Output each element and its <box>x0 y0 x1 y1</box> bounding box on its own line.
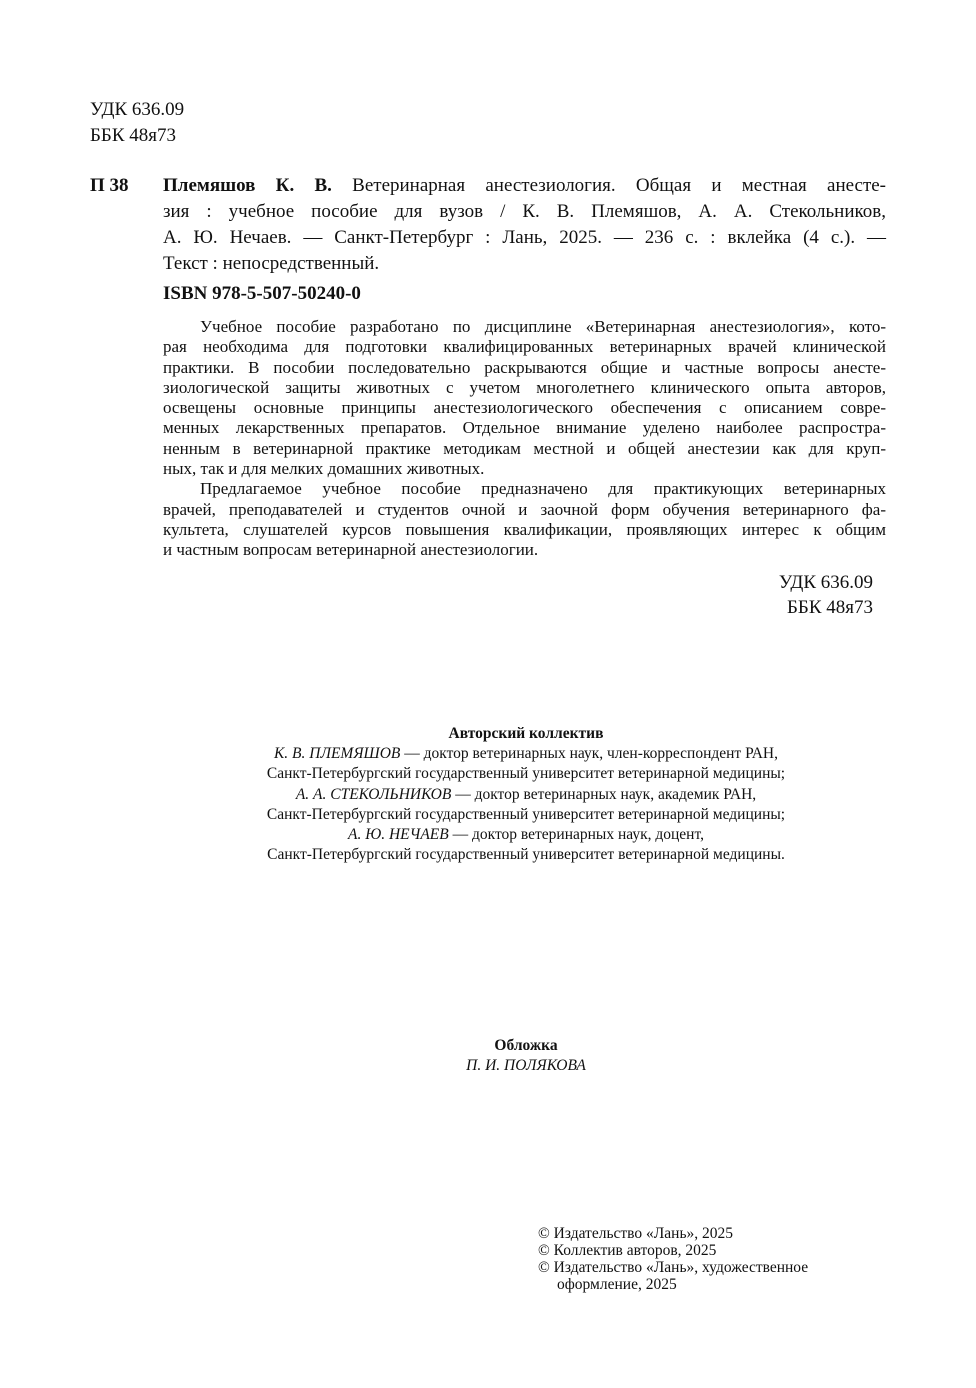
author-line <box>176 785 876 805</box>
annotation-line: врачей, преподавателей и студентов очной и заочной форм обучения ветеринарного фа- <box>163 499 886 519</box>
author-title: — доктор ветеринарных наук, академик РАН, <box>451 785 757 803</box>
entry-line: зия : учебное пособие для вузов / К. В. Племяшов, А. А. Стекольников, <box>163 201 886 222</box>
annotation-line: освещены основные принципы анестезиологического обеспечения с описанием совре- <box>163 398 886 418</box>
author-sign: П 38 <box>90 175 129 196</box>
annotation <box>163 317 886 561</box>
author-title: — доктор ветеринарных наук, член-корреспондент РАН, <box>400 745 778 763</box>
cover-credit <box>376 1036 676 1076</box>
annotation-line: Учебное пособие разработано по дисциплине «Ветеринарная анестезиология», кото- <box>200 317 886 336</box>
bbk-code: ББК 48я73 <box>787 597 873 618</box>
author-line <box>176 744 876 764</box>
udk-code: УДК 636.09 <box>90 99 185 120</box>
author-affiliation: Санкт-Петербургский государственный университет ветеринарной медицины; <box>266 765 786 783</box>
entry-line: Текст : непосредственный. <box>163 253 380 274</box>
bibliographic-description <box>163 173 886 277</box>
author-team-heading: Авторский коллектив <box>448 725 604 742</box>
annotation-line: ных, так и для мелких домашних животных. <box>163 459 485 479</box>
annotation-line: рая необходима для подготовки квалифицированных ветеринарных врачей клинической <box>163 337 886 357</box>
author-name: К. В. ПЛЕМЯШОВ <box>274 745 401 763</box>
entry-line: А. Ю. Нечаев. — Санкт-Петербург : Лань, 2025. — 236 с. : вклейка (4 с.). — <box>163 227 886 248</box>
author-team <box>176 724 876 865</box>
copyright-line: © Издательство «Лань», художественное <box>538 1259 809 1276</box>
classification-codes-top <box>90 97 184 149</box>
author-name: А. Ю. НЕЧАЕВ <box>348 826 449 844</box>
annotation-line: и частным вопросам ветеринарной анестезиологии. <box>163 540 539 560</box>
copyright-line: оформление, 2025 <box>557 1276 677 1293</box>
author-affiliation: Санкт-Петербургский государственный университет ветеринарной медицины. <box>267 846 785 864</box>
author-title: — доктор ветеринарных наук, доцент, <box>448 826 704 844</box>
copyright-block <box>538 1225 808 1293</box>
copyright-line: © Коллектив авторов, 2025 <box>538 1242 717 1259</box>
annotation-line: практики. В пособии последовательно раскрываются общие и частные вопросы анесте- <box>163 357 886 377</box>
cover-designer: П. И. ПОЛЯКОВА <box>466 1057 586 1074</box>
entry-title: Ветеринарная анестезиология. Общая и местная анесте- <box>352 175 887 196</box>
author-line <box>176 825 876 845</box>
copyright-line: © Издательство «Лань», 2025 <box>538 1225 734 1242</box>
entry-author: Племяшов К. В. <box>163 175 332 196</box>
isbn: ISBN 978-5-507-50240-0 <box>163 283 361 304</box>
annotation-line: ненным в ветеринарной практике методикам местной и общей анестезии как для круп- <box>163 438 886 458</box>
author-name: А. А. СТЕКОЛЬНИКОВ <box>295 785 452 803</box>
classification-codes-bottom <box>700 570 873 620</box>
author-affiliation: Санкт-Петербургский государственный университет ветеринарной медицины; <box>266 805 786 823</box>
cover-heading: Обложка <box>494 1037 558 1054</box>
udk-code: УДК 636.09 <box>778 572 873 593</box>
bbk-code: ББК 48я73 <box>90 125 176 146</box>
annotation-line: Предлагаемое учебное пособие предназначено для практикующих ветеринарных <box>200 479 886 499</box>
annotation-line: менных лекарственных препаратов. Отдельное внимание уделено наиболее распростра- <box>163 418 886 438</box>
annotation-line: культета, слушателей курсов повышения квалификации, проявляющих интерес к общим <box>163 519 886 539</box>
annotation-line: зиологической защиты животных с учетом многолетнего клинического опыта авторов, <box>163 377 886 397</box>
